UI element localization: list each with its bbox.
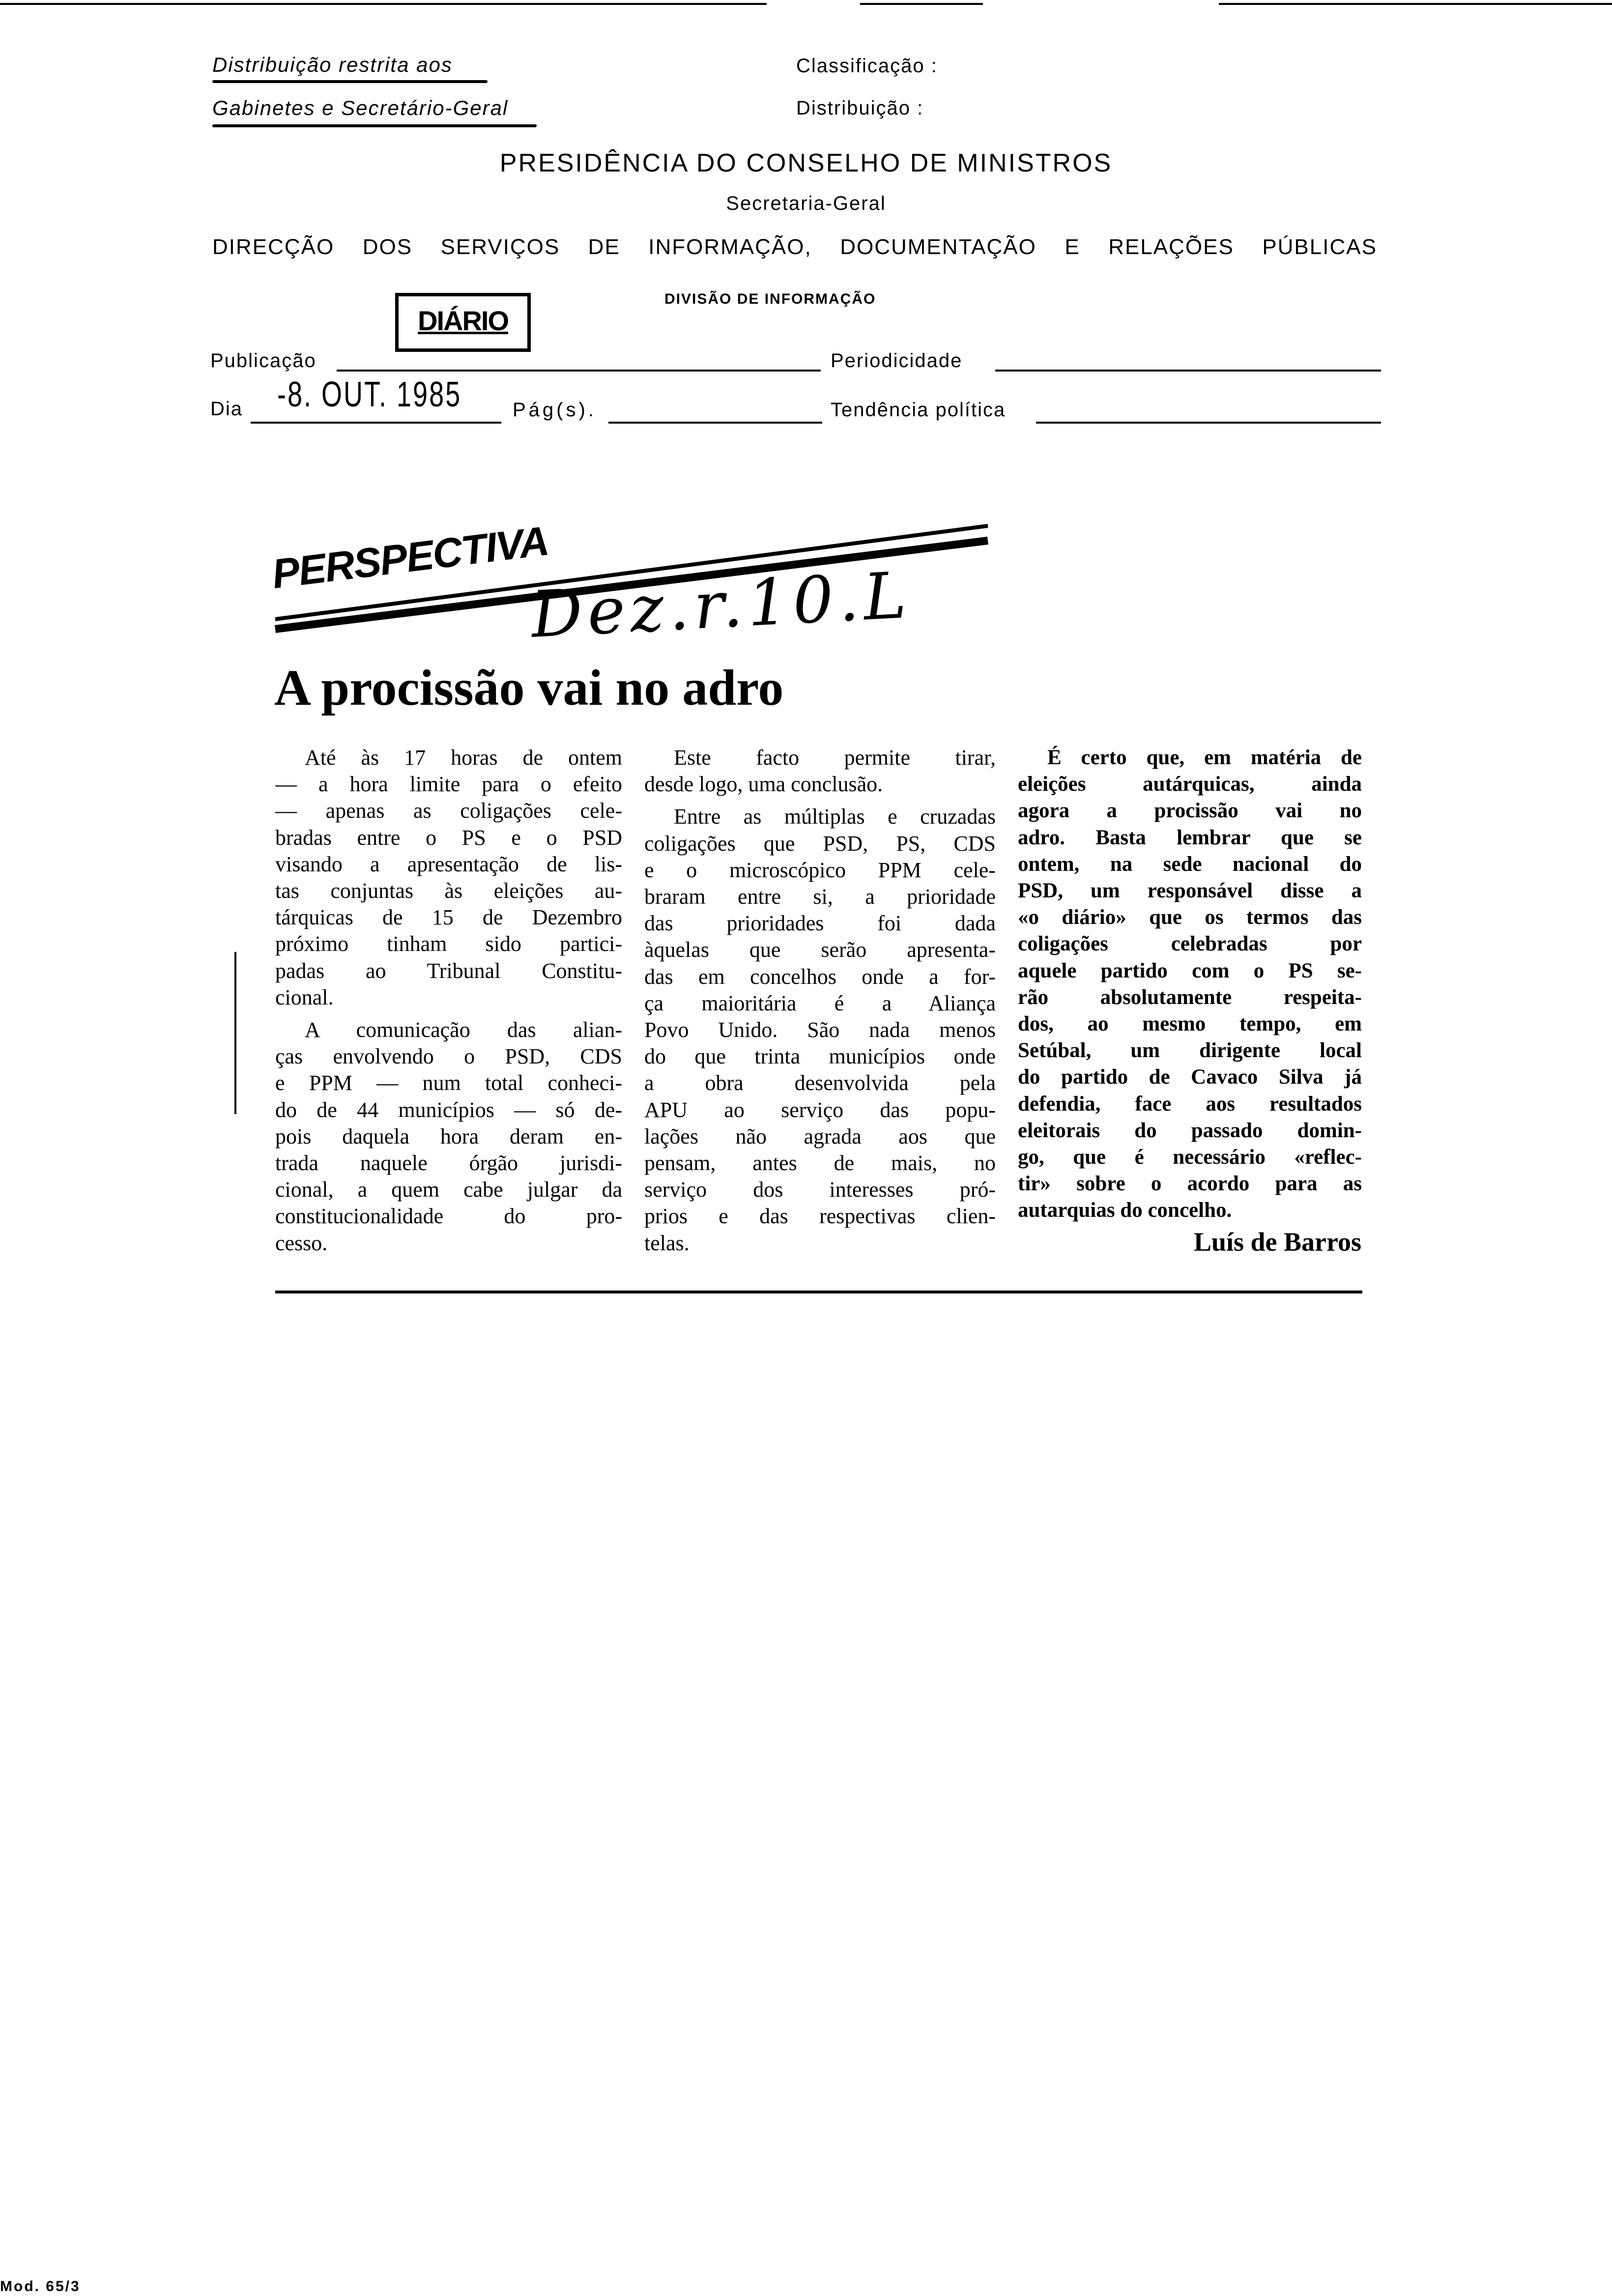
text-line: coligações celebradas por — [1018, 932, 1362, 956]
margin-mark — [234, 952, 236, 1114]
text-line: ontem, na sede nacional do — [1018, 852, 1362, 876]
day-label: Dia — [210, 398, 243, 420]
article-headline: A procissão vai no adro — [274, 660, 784, 716]
text-line: Entre as múltiplas e cruzadas — [674, 804, 996, 829]
section-label: PERSPECTIVA — [269, 517, 551, 598]
text-line: tir» sobre o acordo para as — [1018, 1172, 1362, 1196]
text-line: do de 44 municípios — só de- — [275, 1097, 622, 1122]
article-column-3 — [1018, 745, 1362, 1230]
text-line: tas conjuntas às eleições au- — [275, 879, 622, 903]
text-line: defendia, face aos resultados — [1018, 1092, 1362, 1116]
text-line: — apenas as coligações cele- — [275, 799, 622, 823]
text-line: braram entre si, a prioridade — [644, 885, 996, 909]
text-line: trada naquele órgão jurisdi- — [275, 1151, 622, 1176]
text-line: das prioridades foi dada — [644, 911, 996, 936]
text-line: bradas entre o PS e o PSD — [275, 825, 622, 850]
text-line: cional. — [275, 985, 334, 1009]
directorate-word: E — [1065, 235, 1080, 259]
text-line: autarquias do concelho. — [1018, 1199, 1232, 1222]
page-title: PRESIDÊNCIA DO CONSELHO DE MINISTROS — [499, 149, 1113, 177]
text-line: padas ao Tribunal Constitu- — [275, 958, 622, 983]
text-line: e PPM — num total conheci- — [275, 1071, 622, 1095]
article-byline: Luís de Barros — [1193, 1227, 1361, 1257]
text-line: das em concelhos onde a for- — [644, 964, 996, 989]
text-line: «o diário» que os termos das — [1018, 906, 1362, 929]
distribution-restriction-line1: Distribuição restrita aos — [212, 53, 453, 76]
text-line: eleitorais do passado domin- — [1018, 1119, 1362, 1142]
text-line: aquele partido com o PS se- — [1018, 959, 1362, 982]
periodicity-label: Periodicidade — [831, 350, 963, 372]
handwritten-note: Dez.r.10.L — [529, 557, 913, 652]
distribution-restriction-line2: Gabinetes e Secretário-Geral — [212, 96, 509, 119]
paragraph — [275, 1017, 622, 1257]
text-line: a obra desenvolvida pela — [644, 1071, 996, 1095]
classification-label: Classificação : — [796, 55, 938, 77]
text-line: cesso. — [275, 1231, 328, 1255]
political-tendency-field — [1036, 422, 1381, 424]
text-line: prios e das respectivas clien- — [644, 1204, 996, 1229]
periodicity-field — [995, 370, 1381, 372]
division-label: DIVISÃO DE INFORMAÇÃO — [664, 291, 876, 307]
paragraph — [644, 804, 996, 1256]
text-line: Este facto permite tirar, — [674, 746, 996, 770]
subtitle: Secretaria-Geral — [726, 193, 886, 214]
text-line: próximo tinham sido partici- — [275, 932, 622, 956]
underline — [212, 80, 488, 83]
scan-top-edge — [860, 3, 983, 5]
publication-stamp: DIÁRIO — [395, 293, 531, 352]
date-stamp: -8. OUT. 1985 — [277, 375, 462, 414]
paragraph — [1018, 745, 1362, 1224]
pages-field — [608, 422, 822, 424]
directorate-word: DOS — [362, 235, 413, 259]
distribution-label: Distribuição : — [796, 97, 924, 119]
directorate-line — [212, 235, 1377, 259]
text-line: lações não agrada aos que — [644, 1124, 996, 1148]
directorate-word: DOCUMENTAÇÃO — [840, 235, 1036, 259]
form-code: Mod. 65/3 — [0, 2278, 81, 2295]
text-line: APU ao serviço das popu- — [644, 1097, 996, 1122]
text-line: PSD, um responsável disse a — [1018, 879, 1362, 903]
pages-label: Pág(s). — [513, 399, 597, 421]
directorate-word: DIRECÇÃO — [212, 235, 335, 259]
text-line: adro. Basta lembrar que se — [1018, 826, 1362, 849]
text-line: serviço dos interesses pró- — [644, 1177, 996, 1202]
text-line: agora a procissão vai no — [1018, 799, 1362, 823]
text-line: desde logo, uma conclusão. — [644, 772, 883, 797]
scan-top-edge — [1219, 3, 1612, 5]
text-line: coligações que PSD, PS, CDS — [644, 831, 996, 856]
text-line: tárquicas de 15 de Dezembro — [275, 905, 622, 930]
scan-top-edge — [0, 3, 767, 5]
underline — [212, 124, 537, 127]
text-line: e o microscópico PPM cele- — [644, 858, 996, 882]
text-line: ça maioritária é a Aliança — [644, 991, 996, 1015]
text-line: pois daquela hora deram en- — [275, 1124, 622, 1148]
publication-field — [337, 370, 821, 372]
directorate-word: SERVIÇOS — [440, 235, 560, 259]
article-column-2 — [644, 745, 996, 1263]
text-line: Até às 17 horas de ontem — [305, 746, 622, 770]
text-line: eleições autárquicas, ainda — [1018, 773, 1362, 796]
publication-label: Publicação — [210, 350, 317, 372]
day-field — [251, 422, 501, 424]
text-line: pensam, antes de mais, no — [644, 1151, 996, 1176]
text-line: go, que é necessário «reflec- — [1018, 1146, 1362, 1169]
text-line: àquelas que serão apresenta- — [644, 938, 996, 962]
text-line: do partido de Cavaco Silva já — [1018, 1065, 1362, 1089]
article-column-1 — [275, 745, 622, 1263]
political-tendency-label: Tendência política — [831, 399, 1006, 421]
text-line: Setúbal, um dirigente local — [1018, 1039, 1362, 1062]
text-line: telas. — [644, 1231, 690, 1255]
article-bottom-rule — [275, 1291, 1362, 1293]
text-line: constitucionalidade do pro- — [275, 1204, 622, 1229]
directorate-word: RELAÇÕES — [1108, 235, 1234, 259]
text-line: — a hora limite para o efeito — [275, 772, 622, 797]
text-line: ças envolvendo o PSD, CDS — [275, 1044, 622, 1069]
paragraph — [644, 745, 996, 798]
text-line: do que trinta municípios onde — [644, 1044, 996, 1069]
text-line: A comunicação das alian- — [305, 1018, 622, 1042]
text-line: rão absolutamente respeita- — [1018, 985, 1362, 1009]
text-line: visando a apresentação de lis- — [275, 852, 622, 876]
paragraph — [275, 745, 622, 1011]
directorate-word: DE — [588, 235, 620, 259]
text-line: É certo que, em matéria de — [1047, 746, 1362, 769]
text-line: cional, a quem cabe julgar da — [275, 1177, 622, 1202]
text-line: Povo Unido. São nada menos — [644, 1018, 996, 1042]
directorate-word: INFORMAÇÃO, — [648, 235, 812, 259]
text-line: dos, ao mesmo tempo, em — [1018, 1012, 1362, 1036]
directorate-word: PÚBLICAS — [1262, 235, 1377, 259]
